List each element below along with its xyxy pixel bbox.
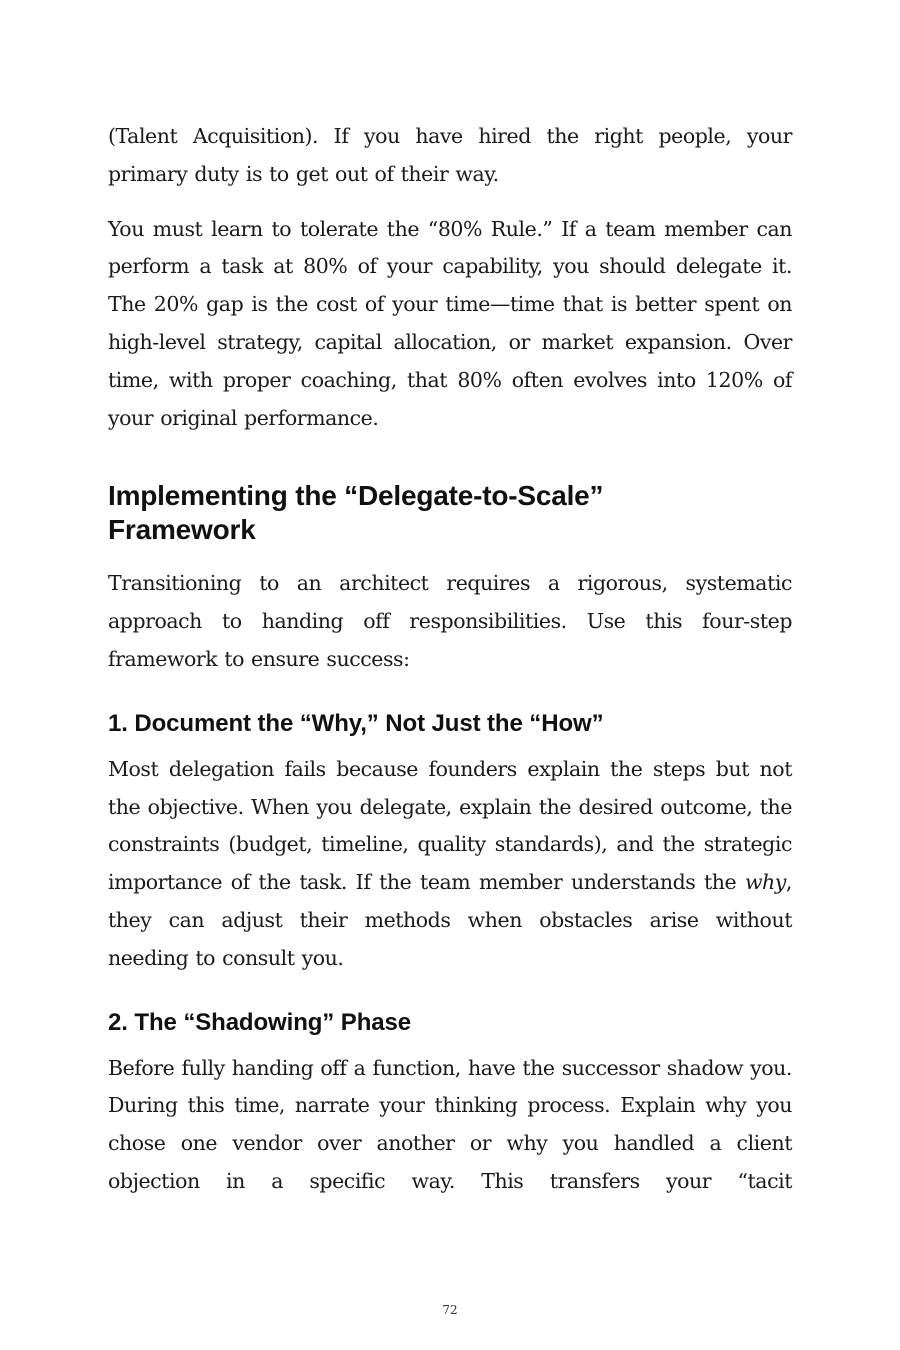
paragraph-delegation-fails-part2: , they can adjust their methods when obstacles arise without needing to consult you.: [108, 870, 792, 970]
section-heading: [108, 479, 792, 547]
page-body: [108, 118, 792, 1218]
subheading-document-why: 1. Document the “Why,” Not Just the “How”: [108, 709, 604, 737]
paragraph-shadowing: Before fully handing off a function, have the successor shadow you. During this time, narrate your thinking process. Explain why you chose one vendor over another or why you handled a client objection in a specific way. This transfers your “tacit: [108, 1055, 792, 1193]
section-heading-line1: Implementing the “Delegate-to-Scale”: [108, 480, 604, 512]
page-number: 72: [442, 1303, 458, 1317]
section-heading-line2: Framework: [108, 514, 256, 546]
paragraph-80-percent-rule: You must learn to tolerate the “80% Rule.” If a team member can perform a task at 80% of your capability, you should delegate it. The 20% gap is the cost of your time—time that is better spent on high-level strategy, capital allocation, or market expansion. Over time, with proper coaching, that 80% often evolves into 120% of your original performance.: [108, 216, 792, 430]
paragraph-delegation-fails-part1: Most delegation fails because founders explain the steps but not the objective. When you delegate, explain the desired outcome, the constraints (budget, timeline, quality standards), and the strategic importance of the task. If the team member understands the: [108, 756, 792, 895]
subheading-shadowing-phase: 2. The “Shadowing” Phase: [108, 1008, 411, 1036]
paragraph-talent-acquisition: (Talent Acquisition). If you have hired the right people, your primary duty is to get out of their way.: [108, 124, 792, 186]
emphasis-why: why: [744, 870, 786, 895]
paragraph-delegation-fails: [108, 751, 792, 978]
paragraph-transitioning: Transitioning to an architect requires a rigorous, systematic approach to handing off responsibilities. Use this four-step framework to ensure success:: [108, 571, 792, 671]
